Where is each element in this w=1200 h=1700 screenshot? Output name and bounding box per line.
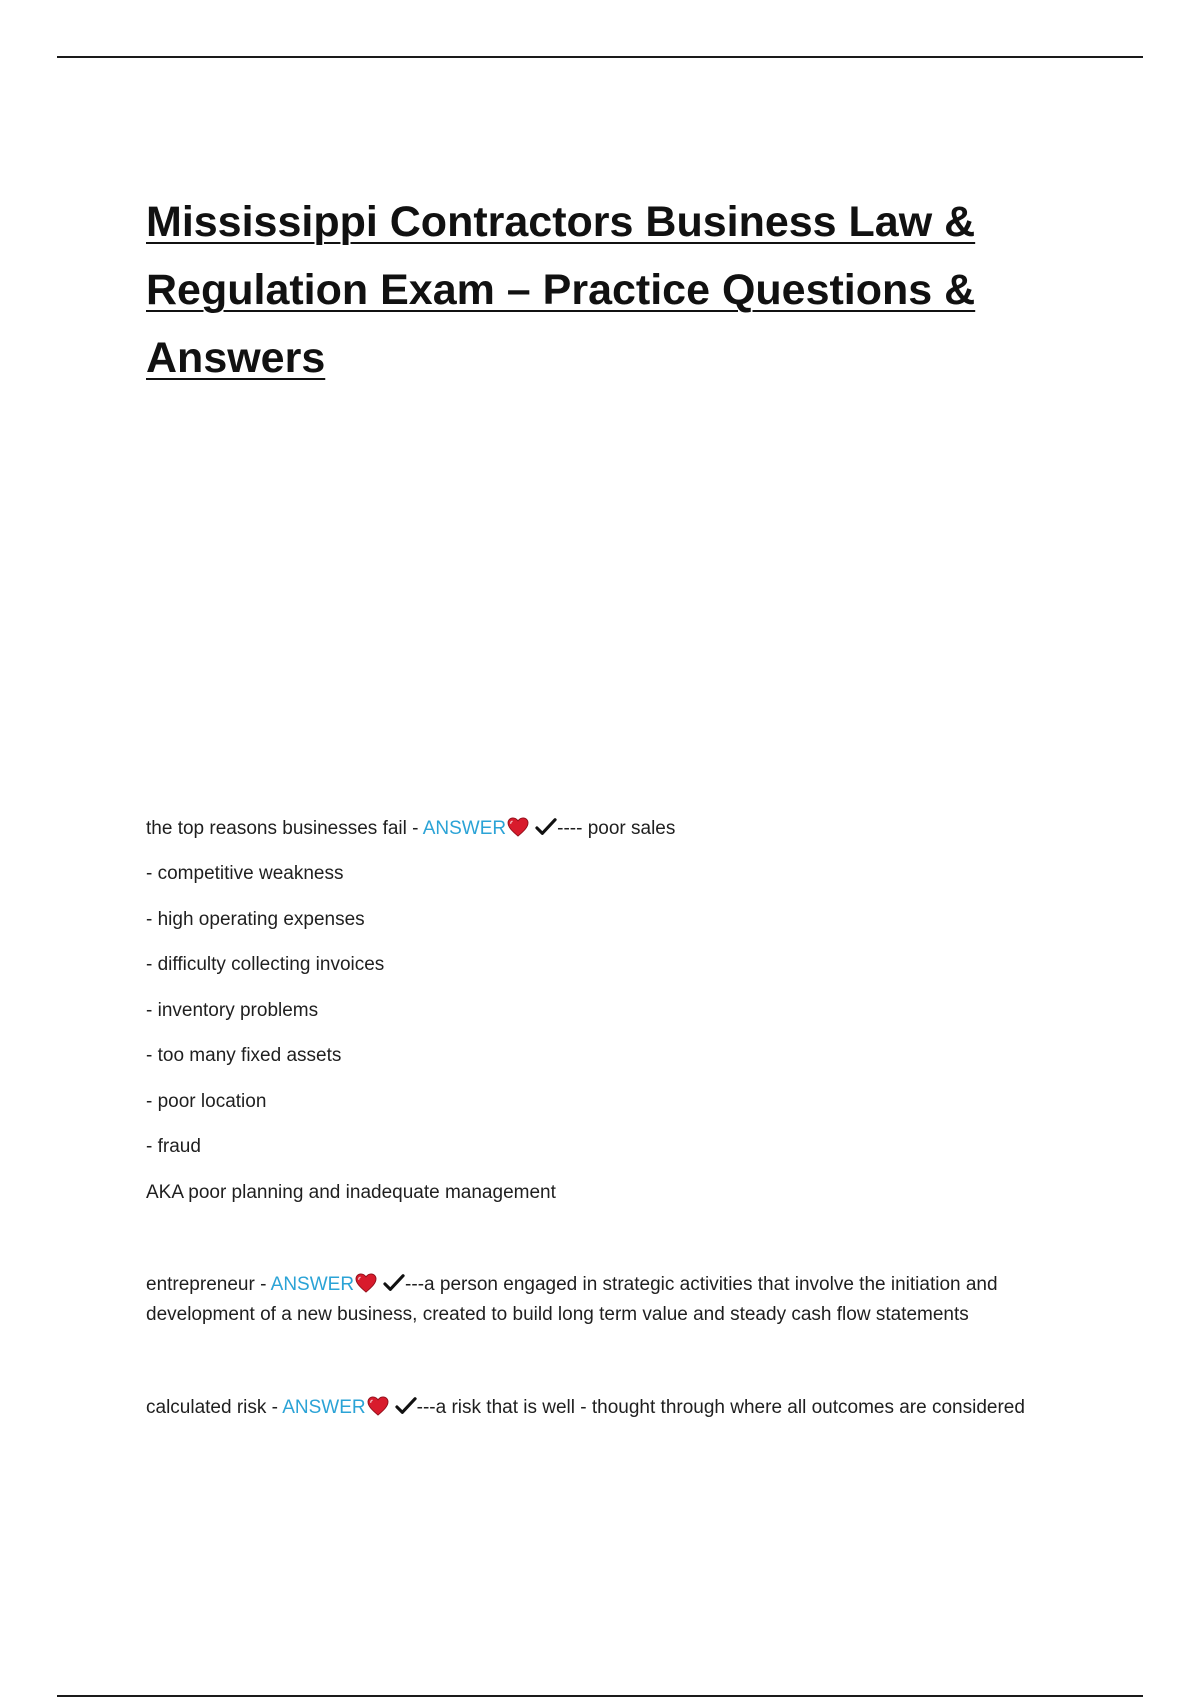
document-title: Mississippi Contractors Business Law & Regulation Exam – Practice Questions & Answers — [146, 198, 976, 382]
qa-term: entrepreneur - — [146, 1274, 271, 1295]
red-heart-icon — [367, 1396, 389, 1416]
list-item: - fraud — [146, 1136, 201, 1157]
qa-definition: ---a risk that is well - thought through where all outcomes are considered — [416, 1397, 1025, 1418]
list-item: AKA poor planning and inadequate management — [146, 1182, 556, 1203]
check-mark-icon — [535, 817, 557, 837]
header-rule — [57, 56, 1143, 58]
qa-item-1 — [146, 817, 675, 841]
qa-item-3 — [146, 1393, 1076, 1423]
list-item: - inventory problems — [146, 1000, 319, 1021]
red-heart-icon — [355, 1273, 377, 1293]
qa-term: calculated risk - — [146, 1397, 283, 1418]
list-item: - competitive weakness — [146, 863, 344, 884]
qa-definition: ---- poor sales — [557, 818, 676, 839]
check-mark-icon — [395, 1396, 417, 1416]
answer-label: ANSWER — [282, 1397, 366, 1418]
qa-item-2 — [146, 1270, 1076, 1330]
answer-label: ANSWER — [422, 818, 507, 839]
list-item: - poor location — [146, 1091, 267, 1112]
check-mark-icon — [383, 1273, 405, 1293]
list-item: - difficulty collecting invoices — [146, 954, 385, 975]
red-heart-icon — [507, 817, 529, 837]
list-item: - too many fixed assets — [146, 1045, 342, 1066]
footer-rule — [57, 1695, 1143, 1697]
answer-label: ANSWER — [270, 1274, 355, 1295]
list-item: - high operating expenses — [146, 909, 365, 930]
qa-term: the top reasons businesses fail - — [146, 818, 423, 839]
qa-definition: ---a person engaged in strategic activities that involve the initiation and development of a new business, created to build long term value and steady cash flow statements — [146, 1274, 998, 1325]
